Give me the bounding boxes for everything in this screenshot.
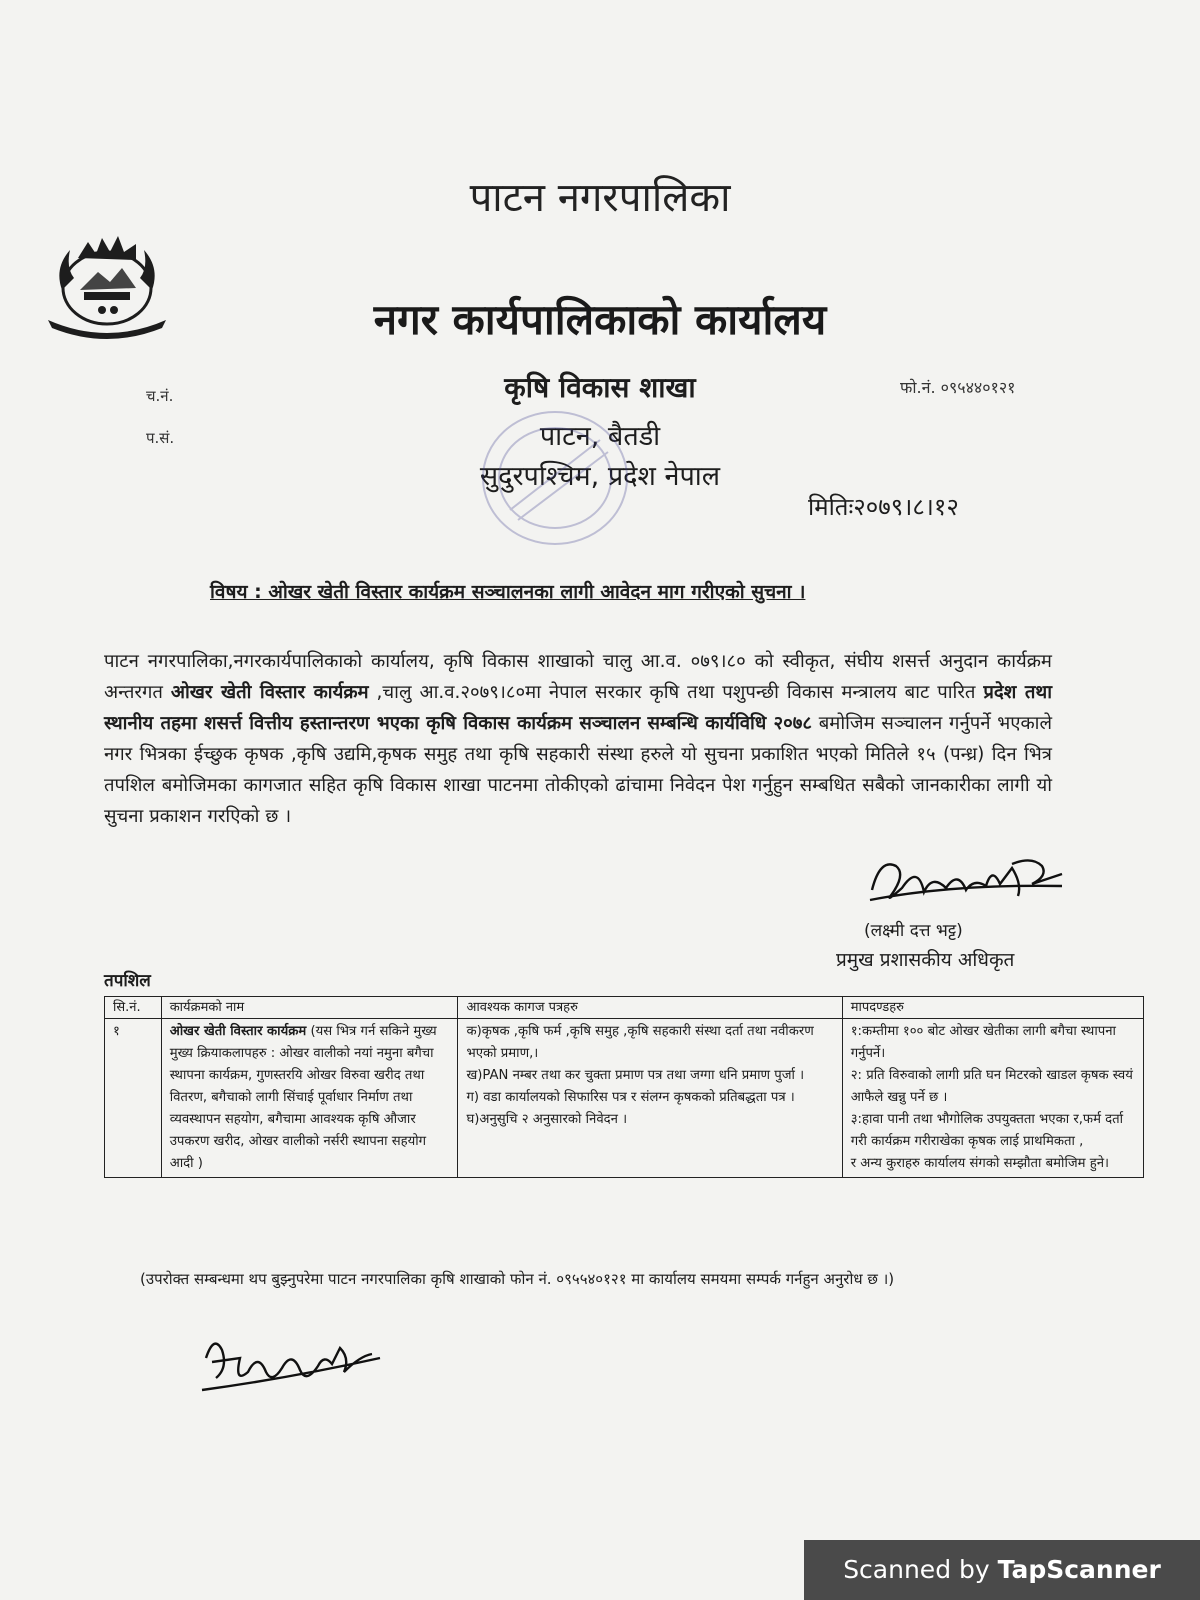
notice-body (104, 646, 1052, 832)
details-table (104, 996, 1144, 1178)
scanner-watermark (804, 1540, 1200, 1600)
contact-footnote (104, 1266, 1064, 1292)
notice-subject: विषय : ओखर खेती विस्तार कार्यक्रम सञ्चालनका लागी आवेदन माग गरीएको सुचना । (210, 581, 806, 603)
document-item: ख)PAN नम्बर तथा कर चुक्ता प्रमाण पत्र तथा जग्गा धनि प्रमाण पुर्जा । (466, 1068, 805, 1083)
header-sn: सि.नं. (105, 997, 162, 1019)
body-text-part-1: पाटन नगरपालिका,नगरकार्यपालिकाको कार्यालय, कृषि विकास शाखाको चालु आ.व. ०७९।८० को स्वीकृत, संघीय शसर्त्त अनुदान कार्यक्रम अन्तरगत (104, 651, 1052, 703)
officer-signature (862, 844, 1072, 920)
ref-no-label: च.नं. (146, 387, 174, 405)
footnote-text: (उपरोक्त सम्बन्धमा थप बुझ्नुपरेमा पाटन नगरपालिका कृषि शाखाको फोन नं. ०९५५४०१२१ मा कार्यालय समयमा सम्पर्क गर्नहुन अनुरोध छ ।) (140, 1270, 895, 1288)
criteria-item: १:कम्तीमा १०० बोट ओखर खेतीका लागी बगैचा स्थापना गर्नुपर्ने। (850, 1024, 1116, 1061)
address-line-2: सुदुरपश्चिम, प्रदेश नेपाल (479, 461, 721, 492)
cell-documents (458, 1019, 842, 1178)
program-description: (यस भित्र गर्न सकिने मुख्य मुख्य क्रियाकलापहरु : ओखर वालीको नयां नमुना बगैचा स्थापना कार्यक्रम, गुणस्तरयि ओखर विरुवा खरीद तथा वितरण, बगैचाको लागी सिंचाई पूर्वाधार निर्माण तथा व्यवस्थापन सहयोग, बगैचामा आवश्यक कृषि औजार उपकरण खरीद, ओखर वालीको नर्सरी स्थापना सहयोग आदी ) (169, 1024, 437, 1171)
header-program-name: कार्यक्रमको नाम (161, 997, 458, 1019)
officer-name: (लक्ष्मी दत्त भट्ट) (864, 921, 963, 941)
document-item: घ)अनुसुचि २ अनुसारको निवेदन । (466, 1112, 628, 1127)
program-name: ओखर खेती विस्तार कार्यक्रम (169, 1024, 307, 1039)
address-line-1: पाटन, बैतडी (539, 421, 661, 452)
criteria-item: र अन्य कुराहरु कार्यालय संगको सम्झौता बमोजिम हुने। (850, 1156, 1110, 1171)
table-header-row (105, 997, 1144, 1019)
table-row (105, 1019, 1144, 1178)
table-caption: तपशिल (104, 971, 151, 991)
cell-program (161, 1019, 458, 1178)
officer-title: प्रमुख प्रशासकीय अधिकृत (836, 949, 1015, 971)
criteria-item: २: प्रति विरुवाको लागी प्रति घन मिटरको खाडल कृषक स्वयं आफैले खन्नु पर्ने छ । (850, 1068, 1133, 1105)
scanner-prefix: Scanned by (843, 1555, 998, 1584)
cell-criteria (842, 1019, 1143, 1178)
office-stamp (470, 400, 640, 560)
body-program-name: ओखर खेती विस्तार कार्यक्रम (170, 682, 369, 703)
municipality-name: पाटन नगरपालिका (469, 175, 731, 221)
document-item: ग) वडा कार्यालयको सिफारिस पत्र र संलग्न कृषकको प्रतिबद्धता पत्र । (466, 1090, 795, 1105)
header-criteria: मापदण्डहरु (842, 997, 1143, 1019)
branch-name: कृषि विकास शाखा (504, 371, 696, 404)
cell-sn: १ (105, 1019, 162, 1178)
body-text-part-2: ,चालु आ.व.२०७९।८०मा नेपाल सरकार कृषि तथा पशुपन्छी विकास मन्त्रालय बाट पारित (368, 682, 984, 703)
office-name: नगर कार्यपालिकाको कार्यालय (373, 295, 827, 344)
office-phone: फो.नं. ०९५४४०१२१ (900, 378, 1016, 397)
letter-no-label: प.सं. (146, 429, 175, 447)
scanner-brand: TapScanner (997, 1555, 1161, 1584)
criteria-item: ३:हावा पानी तथा भौगोलिक उपयुक्तता भएका र,फर्म दर्ता गरी कार्यक्रम गरीराखेका कृषक लाई प्राथमिकता , (850, 1112, 1124, 1149)
document-item: क)कृषक ,कृषि फर्म ,कृषि समुह ,कृषि सहकारी संस्था दर्ता तथा नवीकरण भएको प्रमाण,। (466, 1024, 814, 1061)
letter-date: मितिः२०७९।८।१२ (808, 493, 959, 521)
body-text-part-3: बमोजिम सञ्चालन गर्नुपर्ने भएकाले नगर भित्रका ईच्छुक कृषक ,कृषि उद्यमि,कृषक समुह तथा कृषि सहकारी संस्था हरुले यो सुचना प्रकाशित भएको मितिले १५ (पन्ध्र) दिन भित्र तपशिल बमोजिमका कागजात सहित कृषि विकास शाखा पाटनमा तोकीएको ढांचामा निवेदन पेश गर्नुहुन सम्बधित सबैको जानकारीका लागी यो सुचना प्रकाशन गरएिको छ । (104, 713, 1052, 827)
body-procedure-name: प्रदेश तथा स्थानीय तहमा शसर्त्त वित्तीय हस्तान्तरण भएका कृषि विकास कार्यक्रम सञ्चालन सम्बन्धि कार्यविधि २०७८ (104, 682, 1052, 734)
header-documents: आवश्यक कागज पत्रहरु (458, 997, 842, 1019)
branch-signature (200, 1328, 390, 1408)
